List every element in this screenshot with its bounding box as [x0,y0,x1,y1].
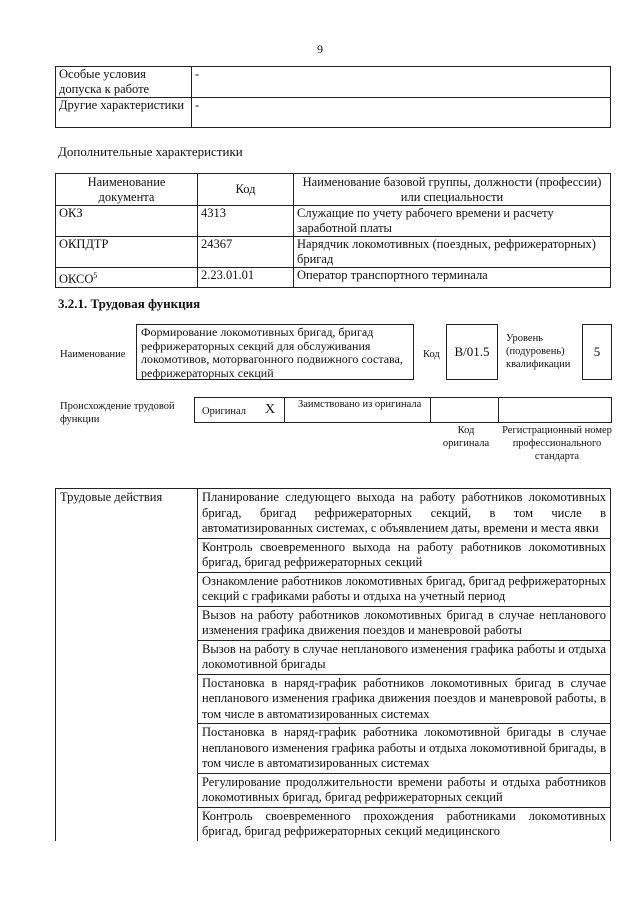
origin-divider [284,397,285,423]
table-row [56,98,611,128]
other-characteristics-value: - [192,98,611,128]
table-row [56,67,611,98]
code-cell: 2.23.01.01 [198,268,294,288]
table-row [56,268,611,288]
doc-cell: ОКПДТР [56,237,198,268]
original-label: Оригинал [202,406,246,417]
function-code-box: В/01.5 [446,324,498,380]
original-mark: X [265,402,276,417]
doc-cell [56,268,198,288]
table-row [56,489,611,539]
header-document: Наименование документа [56,174,198,206]
origin-divider [430,397,431,423]
origin-label: Происхождение трудовой функции [60,401,175,425]
table-row [56,237,611,268]
code-original-caption: Код оригинала [442,425,490,449]
table-header-row [56,174,611,206]
table-row [56,206,611,237]
action-item: Ознакомление работников локомотивных бригад, бригад рефрижераторных секций с графиками работы и отдыха на учетный период [198,572,611,606]
action-item: Планирование следующего выхода на работу работников локомотивных бригад, бригад рефрижераторных секций, в том числе в автоматизированных системах, с объявлением даты, времени и места явки [198,489,611,539]
name-label: Наименование [60,349,126,360]
conditions-table [55,66,611,128]
action-item: Вызов на работу в случае непланового изменения графика работы и отдыха локомотивной бригады [198,640,611,674]
action-item: Регулирование продолжительности времени работы и отдыха работников локомотивных бригад, бригад рефрижераторных секций [198,773,611,807]
footnote-mark: 5 [93,271,98,280]
other-characteristics-label: Другие характеристики [56,98,192,128]
section-title: 3.2.1. Трудовая функция [58,296,201,311]
additional-characteristics-table [55,173,611,288]
action-item: Контроль своевременного прохождения работниками локомотивных бригад, бригад рефрижераторных секций медицинского [198,807,611,841]
special-conditions-label: Особые условия допуска к работе [56,67,192,98]
header-name: Наименование базовой группы, должности (профессии) или специальности [294,174,611,206]
level-label: Уровень (подуровень) квалификации [506,333,571,370]
code-cell: 4313 [198,206,294,237]
name-cell: Служащие по учету рабочего времени и расчету заработной платы [294,206,611,237]
code-label: Код [423,349,440,360]
page-number: 9 [317,42,323,56]
doc-cell: ОКЗ [56,206,198,237]
action-item: Постановка в наряд-график работника локомотивной бригады в случае непланового изменения графика работы и отдыха локомотивной бригады, в том числе в автоматизированных системах [198,724,611,774]
registration-number-caption: Регистрационный номер профессионального стандарта [502,425,612,462]
action-item: Вызов на работу работников локомотивных бригад в случае непланового изменения графика движения поездов и маневровой работы [198,606,611,640]
level-value-box: 5 [582,324,612,380]
special-conditions-value: - [192,67,611,98]
origin-divider [498,397,499,423]
function-name-box: Формирование локомотивных бригад, бригад рефрижераторных секций для обслуживания локомотивов, моторвагонного подвижного состава, рефрижераторных секций [136,324,414,380]
borrowed-label: Заимствовано из оригинала [298,399,422,410]
action-item: Контроль своевременного выхода на работу работников локомотивных бригад, бригад рефрижераторных секций [198,538,611,572]
code-cell: 24367 [198,237,294,268]
name-cell: Нарядчик локомотивных (поездных, рефрижераторных) бригад [294,237,611,268]
action-item: Постановка в наряд-график работников локомотивных бригад в случае непланового изменения графика движения поездов и маневровой работы, в том числе в автоматизированных системах [198,674,611,724]
labor-actions-label: Трудовые действия [56,489,198,841]
header-code: Код [198,174,294,206]
labor-actions-table [55,488,611,841]
doc-text: ОКСО [59,272,94,287]
name-cell: Оператор транспортного терминала [294,268,611,288]
additional-characteristics-title: Дополнительные характеристики [58,144,243,159]
